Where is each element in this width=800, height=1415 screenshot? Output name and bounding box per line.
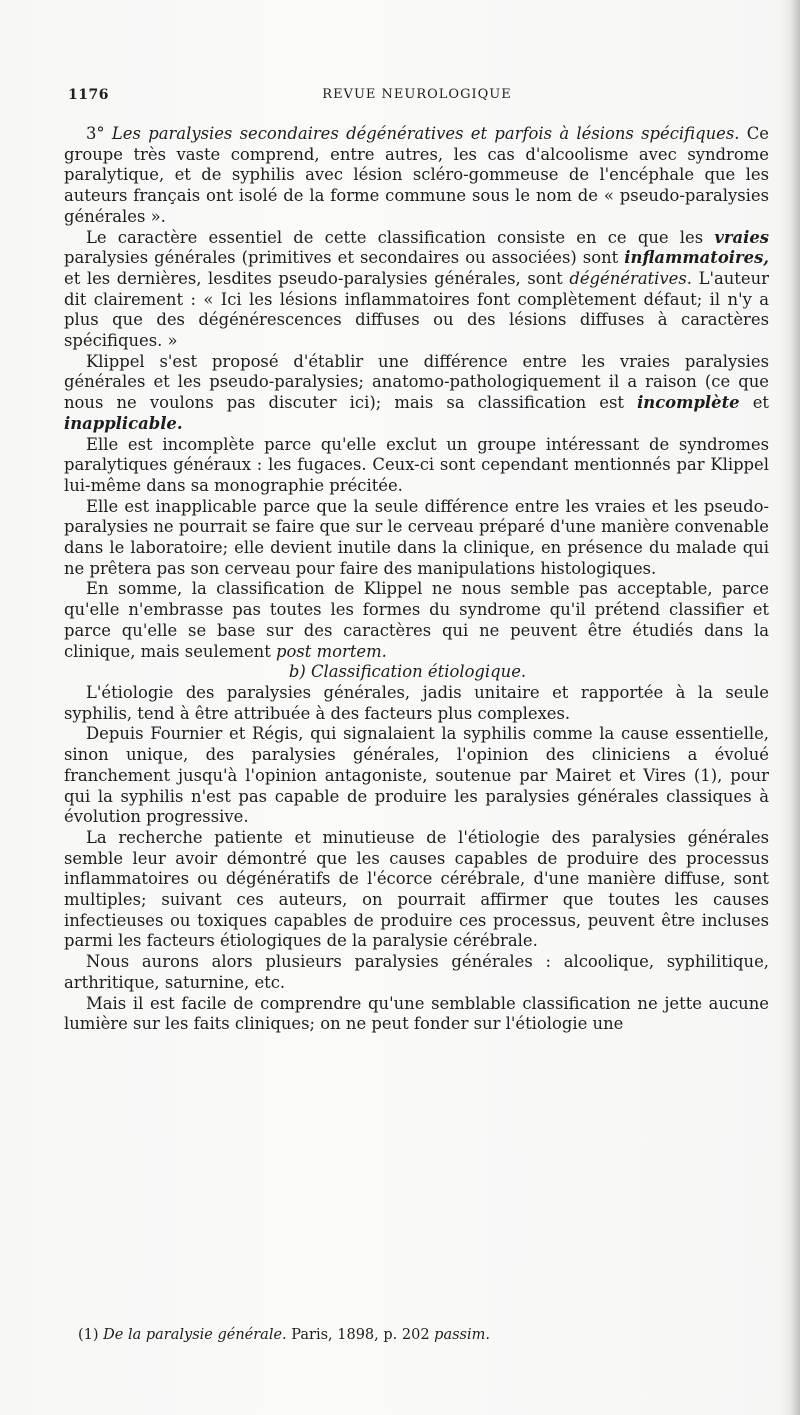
paragraph-4: Elle est incomplète parce qu'elle exclut un groupe intéressant de syndromes paralytiques généraux : les fugaces. Ceux-ci sont cependant mentionnés par Klippel lui-même dans sa monographie précitée.: [64, 434, 769, 495]
paragraph-text: Depuis Fournier et Régis, qui signalaient la syphilis comme la cause essentielle, sinon unique, des paralysies générales, l'opinion des cliniciens a évolué franchement jusqu'à l'opinion antagoniste, soutenue par Mairet et Vires: [64, 724, 769, 785]
emphasis: inapplicable.: [64, 413, 183, 433]
paragraph-text: En somme, la classification de Klippel ne nous semble pas acceptable, parce qu'elle n'embrasse pas toutes les formes du syndrome qu'il prétend classifier et parce qu'elle se base sur des caractères qui ne peuvent être étudiés dans la clinique, mais seulement: [64, 579, 769, 661]
footnote-place: Paris, 1898, p. 202: [291, 1327, 430, 1343]
emphasis: dégénératives.: [569, 268, 693, 288]
footnote-marker: (1): [78, 1327, 99, 1343]
page-header: [68, 87, 766, 109]
footnote-reference: (1): [693, 765, 718, 785]
emphasis: inflammatoires,: [624, 248, 770, 268]
emphasis: incomplète: [637, 393, 740, 413]
item-title: Les paralysies secondaires dégénératives et parfois à lésions spécifiques.: [111, 124, 740, 143]
paragraph-6: [64, 579, 769, 662]
paragraph-text: et: [752, 393, 769, 413]
running-head: REVUE NEUROLOGIQUE: [322, 87, 512, 102]
paragraph-text: Ce groupe très vaste comprend, entre autres, les cas d'alcoolisme avec syndrome paralytique, et de syphilis avec lésion scléro-gommeuse de l'encéphale que les auteurs français ont isolé de la forme commune sous le nom de « pseudo-paralysies générales ».: [64, 124, 770, 226]
paragraph-text: et les dernières, lesdites pseudo-paralysies générales, sont: [64, 268, 563, 288]
paragraph-text: L'auteur dit clairement : « Ici les lésions inflammatoires font complètement défaut; il n'y a plus que des dégénérescences diffuses ou des lésions diffuses à caractères spécifiques. »: [64, 268, 769, 351]
paragraph-text: Klippel s'est proposé d'établir une différence entre les vraies paralysies générales et les pseudo-paralysies; anatomo-pathologiquement il a raison (ce que nous ne voulons pas discuter ici); mais sa classification est: [64, 351, 769, 413]
paragraph-text: Le caractère essentiel de cette classification consiste en ce que les: [86, 227, 704, 247]
paragraph-3: [64, 352, 769, 435]
page-edge-shadow: [778, 0, 800, 1415]
emphasis: vraies: [714, 227, 769, 247]
paragraph-11: Mais il est facile de comprendre qu'une semblable classification ne jette aucune lumière sur les faits cliniques; on ne peut fonder sur l'étiologie une: [64, 993, 769, 1034]
paragraph-5: Elle est inapplicable parce que la seule différence entre les vraies et les pseudo-paralysies ne pourrait se faire que sur le cerveau préparé d'une manière convenable dans le laboratoire; elle devient inutile dans la clinique, en présence du malade qui ne prêtera pas son cerveau pour faire des manipulations histologiques.: [64, 496, 769, 578]
paragraph-8: [64, 724, 769, 828]
item-label: 3°: [86, 124, 105, 143]
page-number: 1176: [68, 87, 109, 103]
paragraph-text: paralysies générales (primitives et secondaires ou associées) sont: [64, 248, 619, 268]
paragraph-1: [64, 124, 769, 228]
footnote-title: De la paralysie générale.: [103, 1327, 287, 1343]
paragraph-text: , pour qui la syphilis n'est pas capable de produire les paralysies générales classiques à évolution progressive.: [64, 765, 769, 827]
paragraph-10: Nous aurons alors plusieurs paralysies générales : alcoolique, syphilitique, arthritique, saturnine, etc.: [64, 952, 769, 992]
emphasis: post mortem.: [276, 641, 387, 661]
footnote: [78, 1326, 758, 1344]
section-heading: b) Classification étiologique.: [288, 662, 527, 682]
paragraph-2: [64, 228, 769, 352]
footnote-suffix: passim.: [434, 1327, 490, 1343]
paragraph-9: La recherche patiente et minutieuse de l'étiologie des paralysies générales semble leur avoir démontré que les causes capables de produire des processus inflammatoires ou dégénératifs de l'écorce cérébrale, d'une manière diffuse, sont multiples; suivant ces auteurs, on pourrait affirmer que toutes les causes infectieuses ou toxiques capables de produire ces processus, peuvent être incluses parmi les facteurs étiologiques de la paralysie cérébrale.: [64, 827, 769, 951]
body-text: [64, 124, 769, 1035]
paragraph-7: L'étiologie des paralysies générales, jadis unitaire et rapportée à la seule syphilis, tend à être attribuée à des facteurs plus complexes.: [64, 682, 769, 723]
